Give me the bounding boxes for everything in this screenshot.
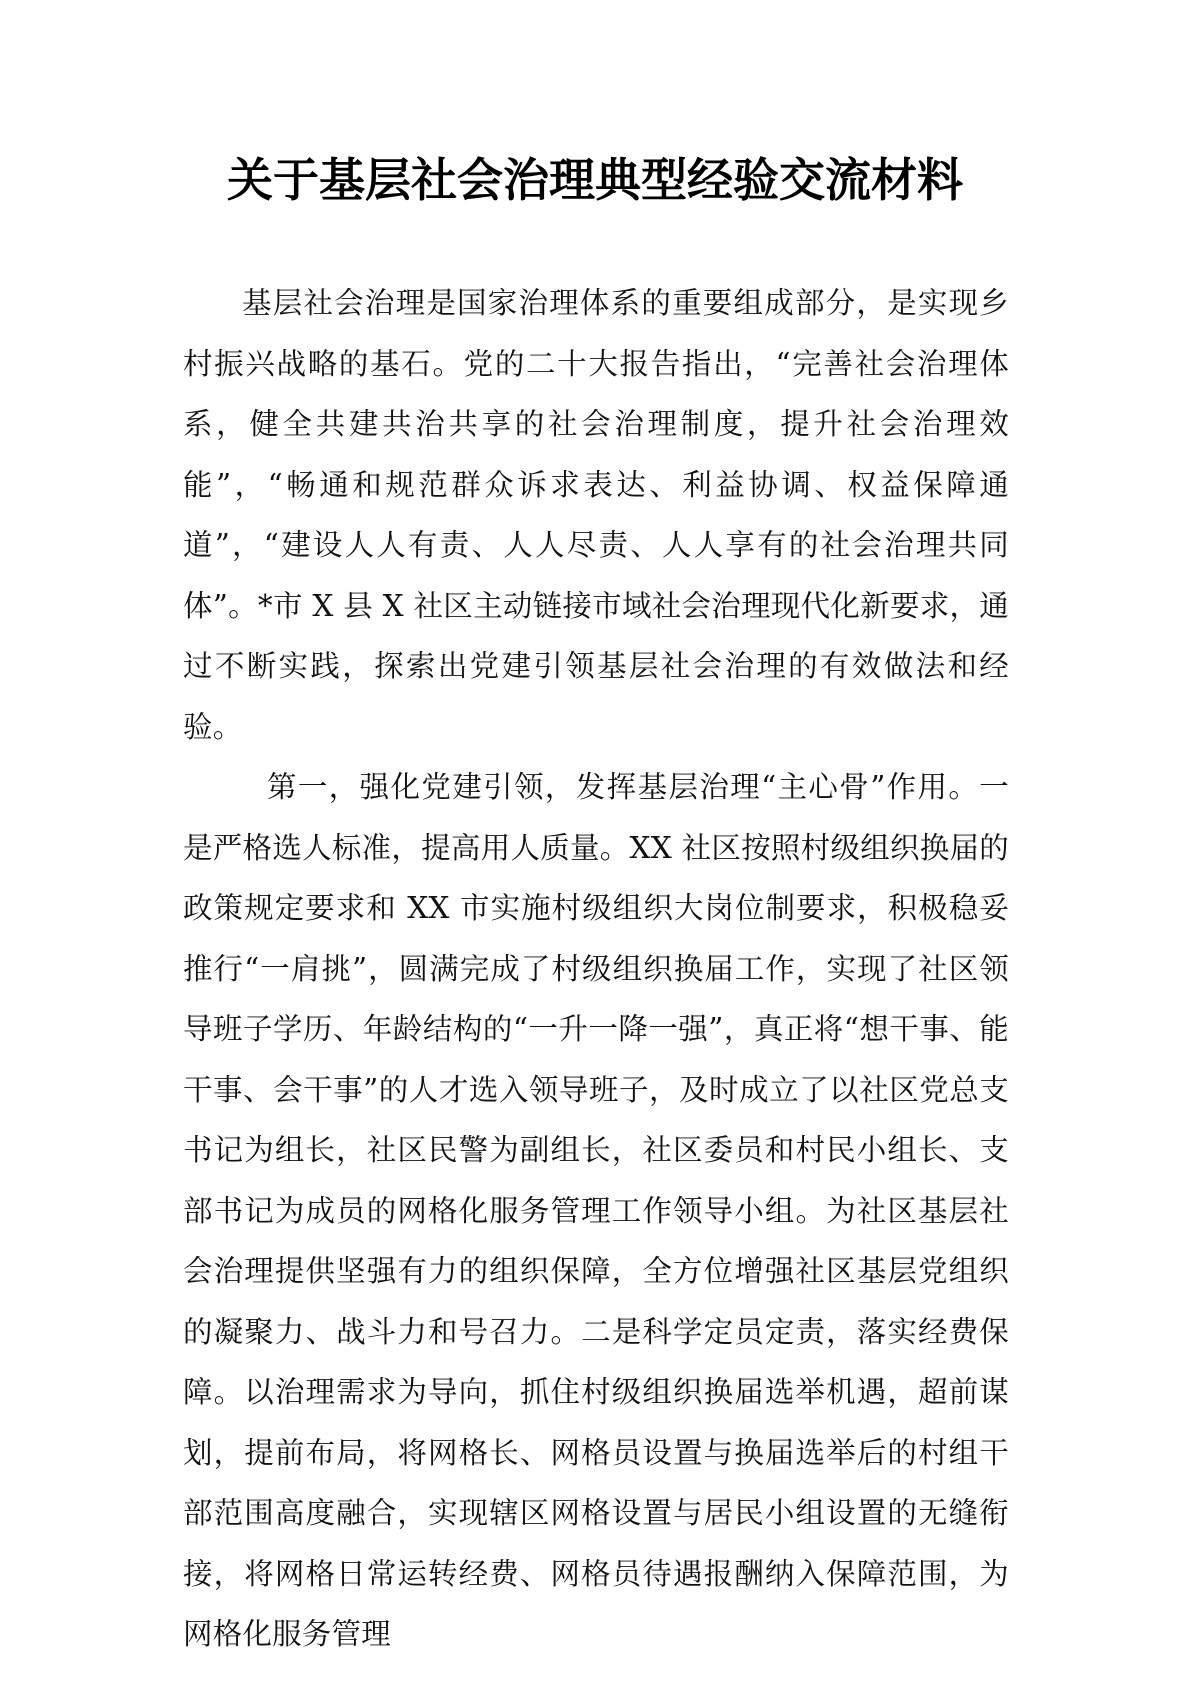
document-title: 关于基层社会治理典型经验交流材料 bbox=[227, 153, 963, 207]
paragraph-section-one: 第一，强化党建引领，发挥基层治理“主心骨”作用。一是严格选人标准，提高用人质量。XX 社区按照村级组织换届的政策规定要求和 XX 市实施村级组织大岗位制要求，积极稳妥推行“一肩挑”，圆满完成了村级组织换届工作，实现了社区领导班子学历、年龄结构的“一升一降一强”，真正将“想干事、能干事、会干事”的人才选入领导班子，及时成立了以社区党总支书记为组长，社区民警为副组长，社区委员和村民小组长、支部书记为成员的网格化服务管理工作领导小组。为社区基层社会治理提供坚强有力的组织保障，全方位增强社区基层党组织的凝聚力、战斗力和号召力。二是科学定员定责，落实经费保障。以治理需求为导向，抓住村级组织换届选举机遇，超前谋划，提前布局，将网格长、网格员设置与换届选举后的村组干部范围高度融合，实现辖区网格设置与居民小组设置的无缝衔接，将网格日常运转经费、网格员待遇报酬纳入保障范围，为网格化服务管理 bbox=[183, 770, 1009, 1651]
paragraph-intro: 基层社会治理是国家治理体系的重要组成部分，是实现乡村振兴战略的基石。党的二十大报告指出，“完善社会治理体系，健全共建共治共享的社会治理制度，提升社会治理效能”，“畅通和规范群众诉求表达、利益协调、权益保障通道”，“建设人人有责、人人尽责、人人享有的社会治理共同体”。*市 X 县 X 社区主动链接市域社会治理现代化新要求，通过不断实践，探索出党建引领基层社会治理的有效做法和经验。 bbox=[183, 286, 1009, 744]
document-body bbox=[183, 273, 1009, 1665]
